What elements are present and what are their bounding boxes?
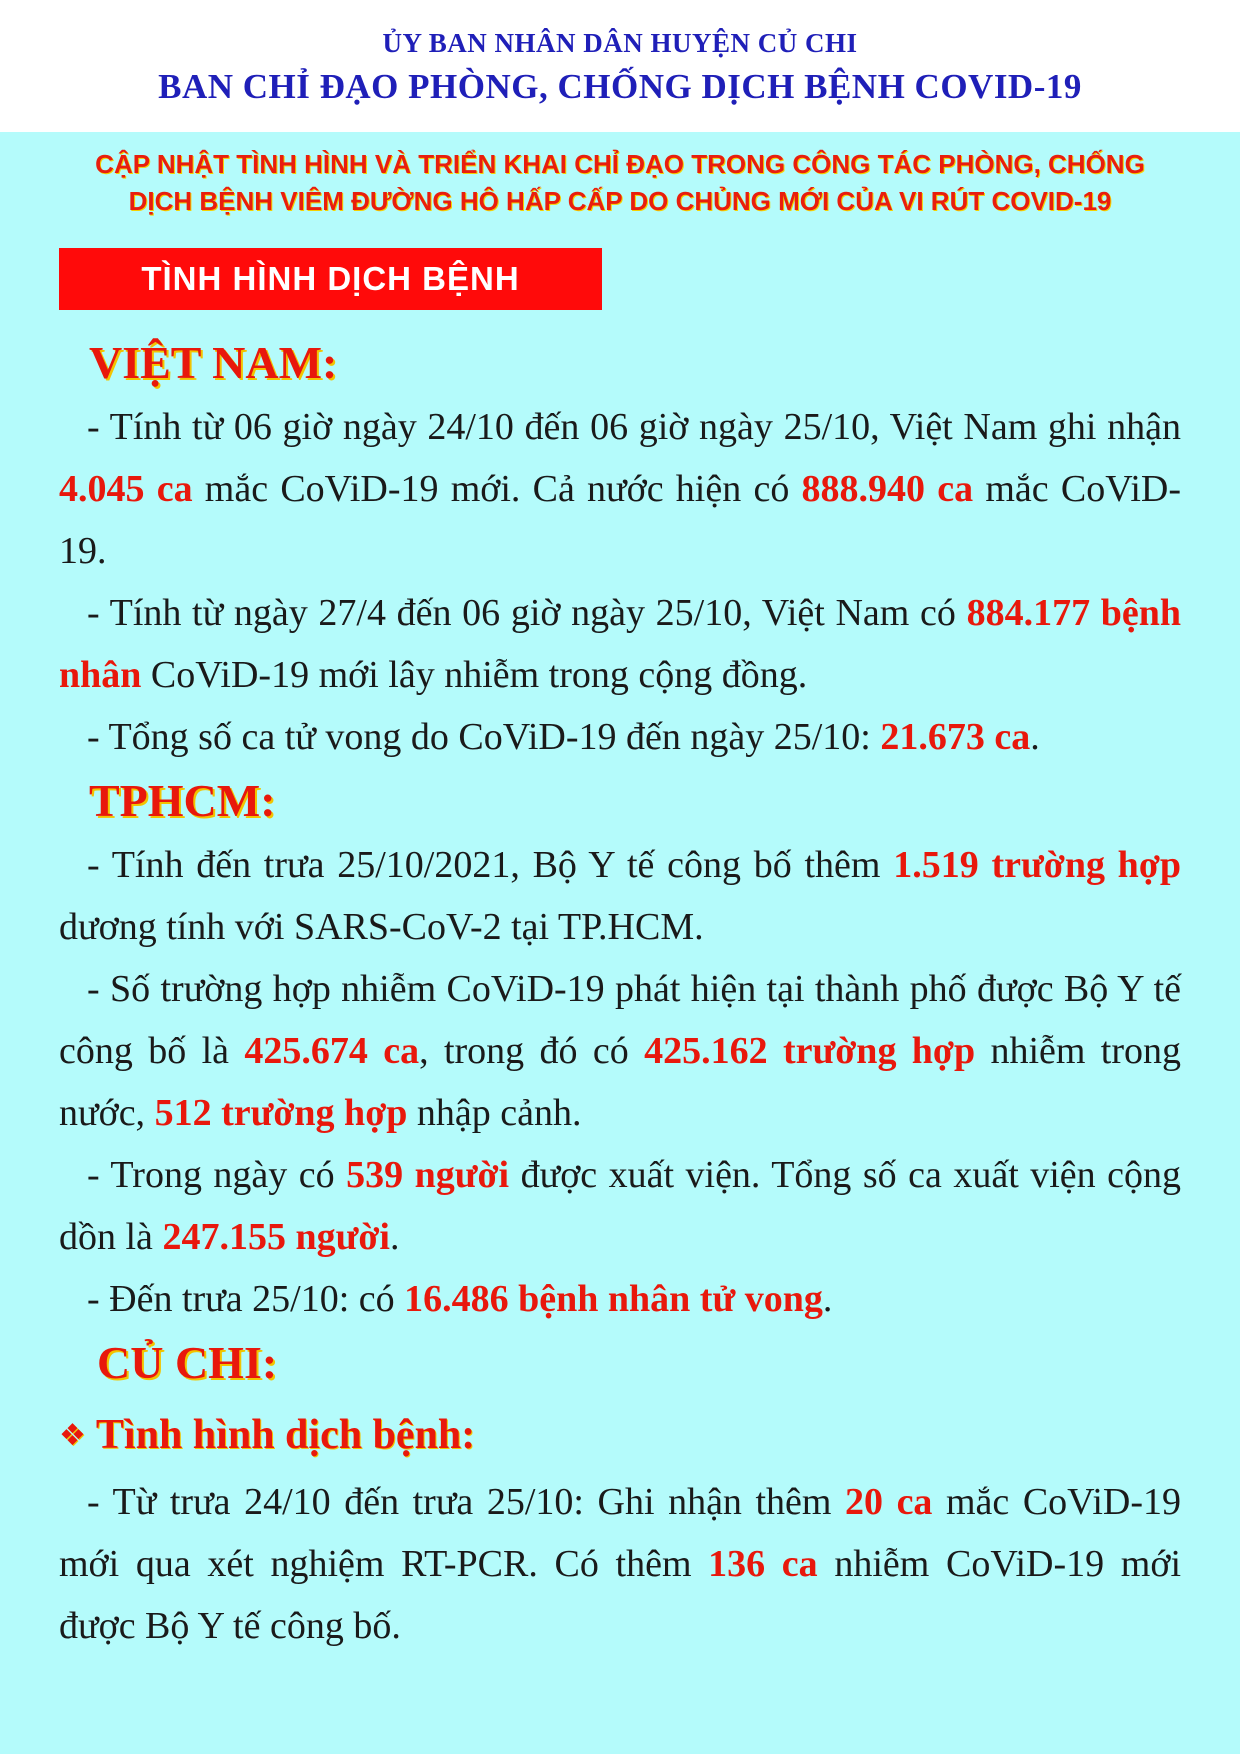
header-line-1: ỦY BAN NHÂN DÂN HUYỆN CỦ CHI xyxy=(382,28,858,58)
text: . xyxy=(822,1278,833,1320)
cuchi-paragraph-1 xyxy=(59,1471,1181,1657)
text: mắc CoViD-19. xyxy=(59,468,1182,572)
document-header xyxy=(0,0,1240,132)
header-line-2: BAN CHỈ ĐẠO PHÒNG, CHỐNG DỊCH BỆNH COVID-19 xyxy=(158,67,1082,106)
text: , trong đó có xyxy=(419,1030,645,1072)
hcm-paragraph-2 xyxy=(59,958,1181,1144)
highlight: 1.519 trường hợp xyxy=(893,844,1181,886)
cuchi-subheading xyxy=(59,1400,1181,1471)
text: . xyxy=(1030,716,1040,758)
text: - Đến trưa 25/10: có xyxy=(87,1278,405,1320)
heading-vietnam: VIỆT NAM: xyxy=(89,337,338,388)
text: - Tính từ ngày 27/4 đến 06 giờ ngày 25/10, Việt Nam có xyxy=(87,592,967,634)
text: nhập cảnh. xyxy=(407,1092,582,1134)
highlight: 512 trường hợp xyxy=(154,1092,408,1134)
highlight: 425.162 trường hợp xyxy=(644,1030,976,1072)
subtitle-line-1: CẬP NHẬT TÌNH HÌNH VÀ TRIỂN KHAI CHỈ ĐẠO TRONG CÔNG TÁC PHÒNG, CHỐNG xyxy=(95,149,1145,179)
text: dương tính với SARS-CoV-2 tại TP.HCM. xyxy=(59,906,704,948)
hcm-paragraph-4 xyxy=(59,1268,1181,1330)
highlight: 20 ca xyxy=(845,1481,933,1523)
text: CoViD-19 mới lây nhiễm trong cộng đồng. xyxy=(141,654,808,696)
text: mắc CoViD-19 mới qua xét nghiệm RT-PCR. Có thêm xyxy=(59,1481,1181,1585)
subheading-text: Tình hình dịch bệnh: xyxy=(95,1412,476,1458)
vietnam-paragraph-2 xyxy=(59,582,1181,706)
highlight: 16.486 bệnh nhân tử vong xyxy=(404,1278,823,1320)
highlight: 888.940 ca xyxy=(801,468,974,510)
text: - Tính đến trưa 25/10/2021, Bộ Y tế công bố thêm xyxy=(87,844,894,886)
text: . xyxy=(389,1216,400,1258)
highlight: 21.673 ca xyxy=(880,716,1031,758)
text: - Số trường hợp nhiễm CoViD-19 phát hiện tại thành phố được Bộ Y tế công bố là xyxy=(59,968,1181,1072)
vietnam-paragraph-1 xyxy=(59,396,1181,582)
hcm-paragraph-1 xyxy=(59,834,1181,958)
highlight: 539 người xyxy=(346,1154,510,1196)
diamond-bullet-icon: ❖ xyxy=(59,1418,86,1453)
highlight: 4.045 ca xyxy=(59,468,193,510)
section-banner: TÌNH HÌNH DỊCH BỆNH xyxy=(59,248,602,310)
document-subtitle xyxy=(0,146,1240,220)
highlight: 884.177 bệnh nhân xyxy=(59,592,1181,696)
highlight: 136 ca xyxy=(708,1543,818,1585)
subtitle-line-2: DỊCH BỆNH VIÊM ĐƯỜNG HÔ HẤP CẤP DO CHỦNG MỚI CỦA VI RÚT COVID-19 xyxy=(128,186,1112,216)
text: - Từ trưa 24/10 đến trưa 25/10: Ghi nhận thêm xyxy=(87,1481,846,1523)
vietnam-paragraph-3 xyxy=(59,706,1181,768)
heading-hcm: TPHCM: xyxy=(89,775,276,826)
text: nhiễm CoViD-19 mới được Bộ Y tế công bố. xyxy=(59,1543,1181,1647)
hcm-paragraph-3 xyxy=(59,1144,1181,1268)
content-body xyxy=(59,330,1181,1657)
highlight: 247.155 người xyxy=(162,1216,390,1258)
text: - Trong ngày có xyxy=(87,1154,347,1196)
text: - Tổng số ca tử vong do CoViD-19 đến ngày 25/10: xyxy=(87,716,881,758)
heading-cuchi: CỦ CHI: xyxy=(97,1337,278,1388)
text: - Tính từ 06 giờ ngày 24/10 đến 06 giờ ngày 25/10, Việt Nam ghi nhận xyxy=(87,406,1181,448)
text: mắc CoViD-19 mới. Cả nước hiện có xyxy=(192,468,802,510)
text: được xuất viện. Tổng số ca xuất viện cộng dồn là xyxy=(59,1154,1181,1258)
highlight: 425.674 ca xyxy=(244,1030,420,1072)
text: nhiễm trong nước, xyxy=(59,1030,1182,1134)
